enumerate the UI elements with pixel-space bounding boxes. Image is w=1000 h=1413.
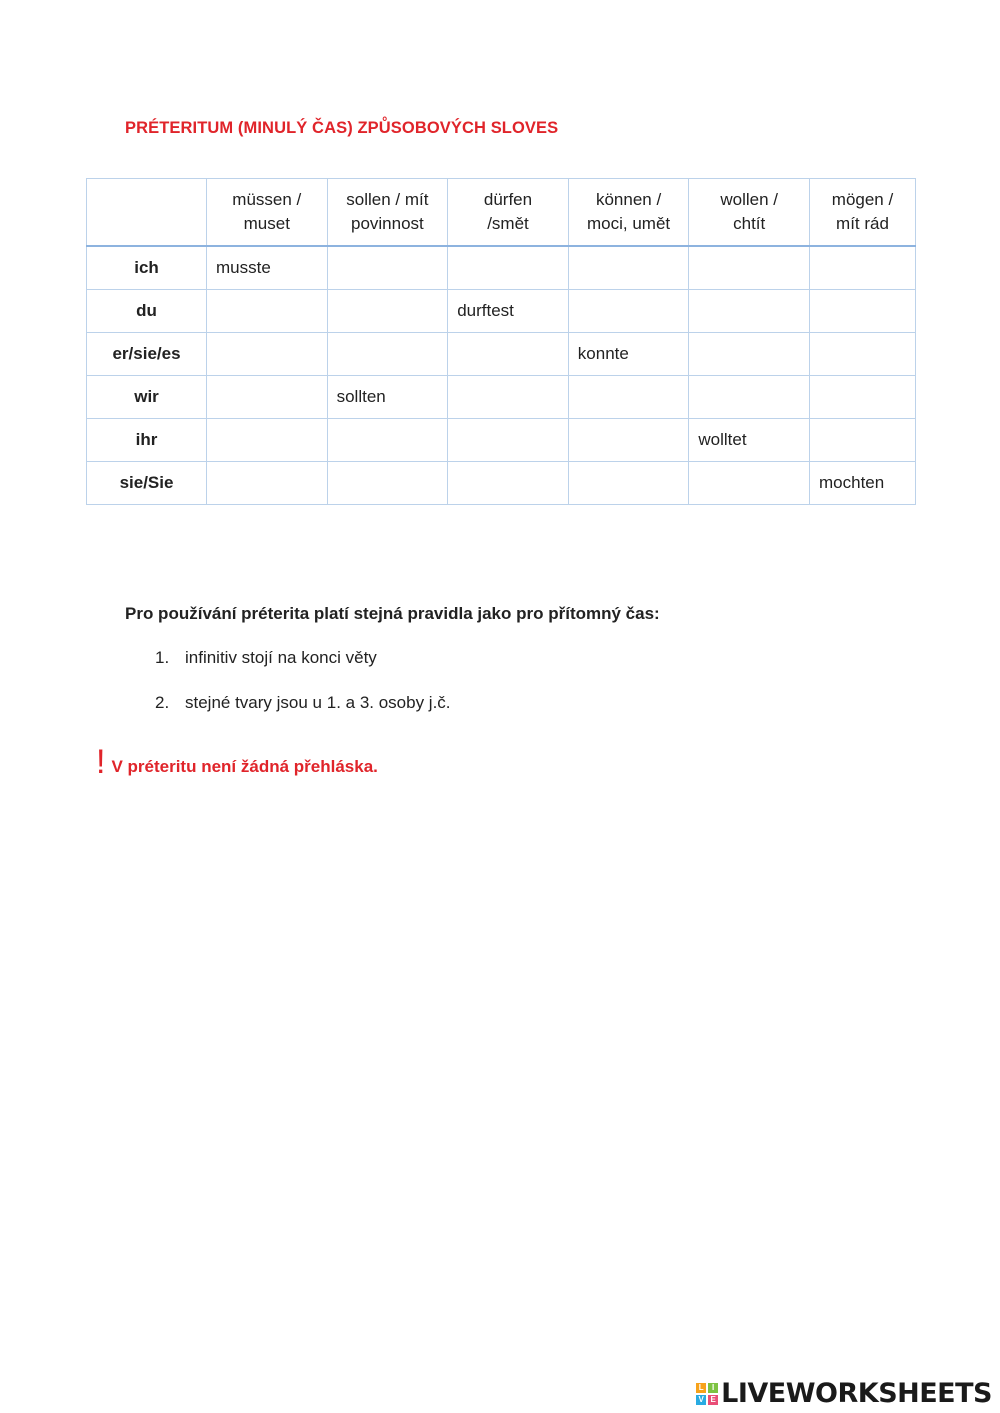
answer-cell[interactable] [327, 419, 448, 462]
answer-cell[interactable] [568, 419, 689, 462]
answer-cell[interactable] [327, 333, 448, 376]
answer-cell[interactable] [810, 333, 916, 376]
pronoun-cell: ich [87, 246, 207, 290]
column-header-durfen: dürfen /smět [448, 179, 569, 247]
column-header-wollen: wollen / chtít [689, 179, 810, 247]
liveworksheets-logo [696, 1378, 992, 1409]
page-title: PRÉTERITUM (MINULÝ ČAS) ZPŮSOBOVÝCH SLOVES [125, 119, 559, 137]
answer-cell[interactable] [448, 333, 569, 376]
answer-cell[interactable] [810, 419, 916, 462]
answer-cell[interactable] [689, 462, 810, 505]
list-text: infinitiv stojí na konci věty [185, 648, 377, 667]
answer-cell[interactable] [568, 462, 689, 505]
answer-cell[interactable] [448, 246, 569, 290]
answer-cell[interactable] [448, 376, 569, 419]
list-text: stejné tvary jsou u 1. a 3. osoby j.č. [185, 693, 451, 712]
answer-cell[interactable]: mochten [810, 462, 916, 505]
answer-cell[interactable]: wolltet [689, 419, 810, 462]
pronoun-cell: wir [87, 376, 207, 419]
column-header-mogen: mögen / mít rád [810, 179, 916, 247]
pronoun-cell: sie/Sie [87, 462, 207, 505]
warning-note [96, 745, 378, 779]
answer-cell[interactable] [327, 246, 448, 290]
column-header-konnen: können / moci, umět [568, 179, 689, 247]
answer-cell[interactable] [568, 246, 689, 290]
answer-cell[interactable] [689, 333, 810, 376]
answer-cell[interactable] [207, 419, 328, 462]
answer-cell[interactable] [689, 246, 810, 290]
list-number: 1. [155, 648, 170, 667]
warning-text: V préteritu není žádná přehláska. [111, 757, 378, 776]
answer-cell[interactable] [448, 419, 569, 462]
pronoun-cell: du [87, 290, 207, 333]
pronoun-cell: er/sie/es [87, 333, 207, 376]
answer-cell[interactable] [810, 290, 916, 333]
exclamation-icon: ! [96, 743, 106, 781]
table-header-row [87, 179, 916, 247]
answer-cell[interactable] [327, 462, 448, 505]
answer-cell[interactable] [689, 376, 810, 419]
table-row [87, 246, 916, 290]
list-item [125, 693, 451, 738]
answer-cell[interactable] [568, 290, 689, 333]
table-row [87, 290, 916, 333]
table-row [87, 419, 916, 462]
table-row [87, 462, 916, 505]
answer-cell[interactable]: sollten [327, 376, 448, 419]
answer-cell[interactable] [207, 462, 328, 505]
header-corner-cell [87, 179, 207, 247]
list-number: 2. [155, 693, 170, 712]
answer-cell[interactable] [568, 376, 689, 419]
list-item [125, 648, 451, 693]
logo-mark-icon: L I V E [696, 1383, 718, 1405]
verb-conjugation-table [86, 178, 916, 505]
answer-cell[interactable] [207, 290, 328, 333]
answer-cell[interactable] [810, 246, 916, 290]
rules-list [125, 648, 451, 738]
answer-cell[interactable] [448, 462, 569, 505]
logo-text: LIVEWORKSHEETS [721, 1378, 992, 1409]
column-header-sollen: sollen / mít povinnost [327, 179, 448, 247]
answer-cell[interactable]: durftest [448, 290, 569, 333]
answer-cell[interactable]: konnte [568, 333, 689, 376]
pronoun-cell: ihr [87, 419, 207, 462]
answer-cell[interactable] [207, 376, 328, 419]
column-header-mussen: müssen / muset [207, 179, 328, 247]
table-row [87, 333, 916, 376]
answer-cell[interactable] [689, 290, 810, 333]
answer-cell[interactable] [810, 376, 916, 419]
answer-cell[interactable]: musste [207, 246, 328, 290]
answer-cell[interactable] [327, 290, 448, 333]
table-row [87, 376, 916, 419]
rules-heading: Pro používání préterita platí stejná pravidla jako pro přítomný čas: [125, 604, 660, 623]
answer-cell[interactable] [207, 333, 328, 376]
